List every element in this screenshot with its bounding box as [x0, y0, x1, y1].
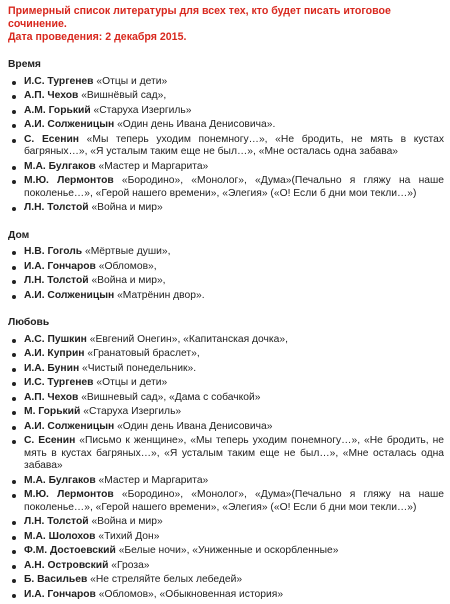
works-text: «Обломов», «Обыкновенная история»: [95, 588, 284, 600]
list-item: [8, 202, 444, 215]
bullet-icon: [12, 266, 16, 270]
list-item: [8, 119, 444, 132]
bullet-icon: [12, 382, 16, 386]
works-text: «Мастер и Маргарита»: [95, 160, 209, 172]
section-list: [8, 246, 444, 302]
works-text: «Гранатовый браслет»,: [84, 348, 200, 359]
author-name: А.И. Куприн: [24, 348, 85, 359]
title-line-1: Примерный список литературы для всех тех, кто будет писать итоговое сочинение.: [8, 5, 391, 30]
list-item: [8, 90, 444, 103]
bullet-icon: [12, 124, 16, 128]
list-item: [8, 275, 444, 288]
list-item: [8, 348, 444, 361]
author-name: Б. Васильев: [24, 574, 88, 585]
list-item: [8, 531, 444, 544]
author-name: М. Горький: [24, 406, 81, 417]
list-item: [8, 161, 444, 174]
author-name: А.И. Солженицын: [24, 289, 115, 301]
works-text: «Война и мир»: [88, 516, 163, 527]
author-name: Л.Н. Толстой: [24, 516, 89, 527]
section-title: Дом: [8, 229, 30, 241]
list-item: [8, 290, 444, 303]
bullet-icon: [12, 166, 16, 170]
works-text: «Мёртвые души»,: [82, 246, 171, 257]
bullet-icon: [12, 368, 16, 372]
bullet-icon: [12, 139, 16, 143]
author-name: М.А. Булгаков: [24, 160, 96, 172]
author-name: А.И. Солженицын: [24, 119, 115, 130]
bullet-icon: [12, 95, 16, 99]
list-item: [8, 516, 444, 529]
works-text: «Вишневый сад», «Дама с собачкой»: [78, 391, 261, 403]
list-item: [8, 475, 444, 488]
list-item: [8, 489, 444, 514]
author-name: И.С. Тургенев: [24, 75, 94, 87]
section-title: Время: [8, 59, 41, 70]
works-text: «Старуха Изергиль»: [90, 104, 192, 116]
author-name: А.М. Горький: [24, 104, 91, 116]
bullet-icon: [12, 594, 16, 598]
section-list: [8, 334, 444, 602]
works-text: «Не стреляйте белых лебедей»: [87, 574, 243, 585]
bullet-icon: [12, 494, 16, 498]
bullet-icon: [12, 339, 16, 343]
list-item: [8, 377, 444, 390]
works-text: «Один день Ивана Денисовича».: [114, 119, 276, 130]
author-name: М.А. Булгаков: [24, 474, 96, 486]
author-name: А.П. Чехов: [24, 90, 79, 101]
author-name: А.И. Солженицын: [24, 420, 115, 432]
works-text: «Вишнёвый сад»,: [78, 90, 167, 101]
bullet-icon: [12, 251, 16, 255]
author-name: Ф.М. Достоевский: [24, 545, 116, 556]
list-item: [8, 261, 444, 274]
bullet-icon: [12, 353, 16, 357]
author-name: М.Ю. Лермонтов: [24, 489, 114, 500]
list-item: [8, 545, 444, 558]
works-text: «Мы теперь уходим понемногу…», «Не бродить, не мять в кустах багряных…», «Я усталым таким еще не был…», «Мне осталась одна забава»: [24, 133, 444, 157]
list-item: [8, 246, 444, 259]
bullet-icon: [12, 521, 16, 525]
bullet-icon: [12, 440, 16, 444]
list-item: [8, 105, 444, 118]
bullet-icon: [12, 397, 16, 401]
author-name: И.С. Тургенев: [24, 377, 94, 388]
works-text: «Евгений Онегин», «Капитанская дочка»,: [86, 333, 288, 345]
page-title: [8, 5, 444, 44]
author-name: И.А. Гончаров: [24, 260, 96, 272]
works-text: «Письмо к женщине», «Мы теперь уходим понемногу…», «Не бродить, не мять в кустах багряных…», «Я усталым таким еще не был…», «Мне осталась одна забава»: [24, 435, 444, 471]
works-text: «Война и мир»,: [88, 275, 166, 286]
section-title: Любовь: [8, 317, 50, 328]
bullet-icon: [12, 480, 16, 484]
bullet-icon: [12, 411, 16, 415]
bullet-icon: [12, 426, 16, 430]
works-text: «Белые ночи», «Униженные и оскорбленные»: [115, 545, 339, 556]
works-text: «Матрёнин двор».: [114, 289, 205, 301]
section-list: [8, 76, 444, 215]
author-name: Л.Н. Толстой: [24, 275, 89, 286]
author-name: А.Н. Островский: [24, 559, 109, 571]
bullet-icon: [12, 536, 16, 540]
bullet-icon: [12, 207, 16, 211]
list-item: [8, 406, 444, 419]
list-item: [8, 560, 444, 573]
author-name: С. Есенин: [24, 435, 76, 446]
works-text: «Обломов»,: [95, 260, 157, 272]
works-text: «Война и мир»: [88, 202, 163, 213]
author-name: И.А. Бунин: [24, 362, 80, 374]
bullet-icon: [12, 579, 16, 583]
list-item: [8, 134, 444, 159]
bullet-icon: [12, 81, 16, 85]
works-text: «Гроза»: [108, 559, 150, 571]
works-text: «Один день Ивана Денисовича»: [114, 420, 273, 432]
author-name: А.П. Чехов: [24, 391, 79, 403]
works-text: «Тихий Дон»: [95, 530, 160, 542]
bullet-icon: [12, 565, 16, 569]
author-name: М.А. Шолохов: [24, 530, 96, 542]
works-text: «Отцы и дети»: [93, 75, 168, 87]
works-text: «Бородино», «Монолог», «Дума»(Печально я гляжу на наше поколенье…», «Герой нашего времени», «Элегия» («О! Если б дни мои текли…»): [24, 489, 444, 513]
title-line-2: Дата проведения: 2 декабря 2015.: [8, 31, 187, 43]
bullet-icon: [12, 280, 16, 284]
bullet-icon: [12, 295, 16, 299]
author-name: А.С. Пушкин: [24, 333, 87, 345]
works-text: «Старуха Изергиль»: [80, 406, 182, 417]
author-name: И.А. Гончаров: [24, 588, 96, 600]
author-name: Н.В. Гоголь: [24, 246, 83, 257]
works-text: «Мастер и Маргарита»: [95, 474, 209, 486]
list-item: [8, 421, 444, 434]
list-item: [8, 435, 444, 473]
author-name: Л.Н. Толстой: [24, 202, 89, 213]
list-item: [8, 392, 444, 405]
bullet-icon: [12, 180, 16, 184]
list-item: [8, 334, 444, 347]
list-item: [8, 589, 444, 602]
author-name: М.Ю. Лермонтов: [24, 175, 114, 186]
author-name: С. Есенин: [24, 133, 80, 145]
bullet-icon: [12, 110, 16, 114]
list-item: [8, 175, 444, 200]
sections-container: [8, 59, 444, 601]
bullet-icon: [12, 550, 16, 554]
works-text: «Чистый понедельник».: [79, 362, 197, 374]
list-item: [8, 76, 444, 89]
works-text: «Отцы и дети»: [93, 377, 168, 388]
works-text: «Бородино», «Монолог», «Дума»(Печально я гляжу на наше поколенье…», «Герой нашего времени», «Элегия» («О! Если б дни мои текли…»): [24, 175, 444, 199]
list-item: [8, 363, 444, 376]
list-item: [8, 574, 444, 587]
